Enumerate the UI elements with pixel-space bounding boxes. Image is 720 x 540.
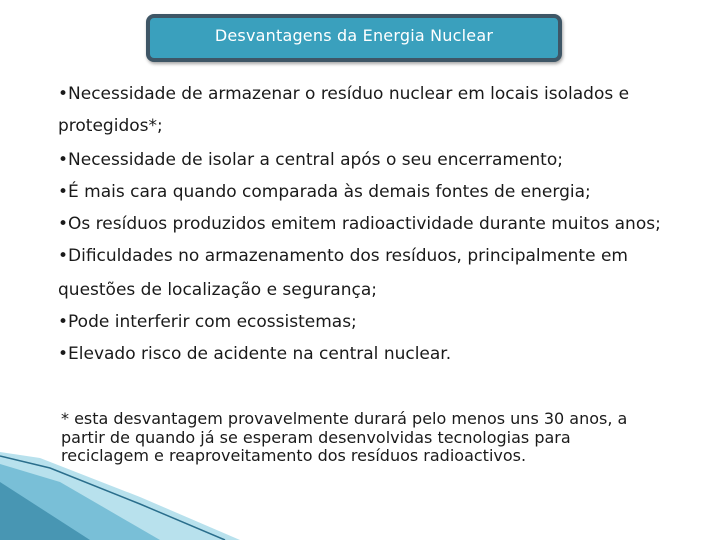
footnote-line: partir de quando já se esperam desenvolvidas tecnologias para bbox=[61, 427, 571, 447]
footnote-line: reciclagem e reaproveitamento dos resíduos radioactivos. bbox=[61, 446, 527, 465]
bullet-line: •Os resíduos produzidos emitem radioactividade durante muitos anos; bbox=[58, 214, 661, 234]
bullet-line: questões de localização e segurança; bbox=[58, 280, 377, 300]
corner-decoration bbox=[0, 452, 240, 540]
bullet-line: protegidos*; bbox=[58, 116, 163, 136]
bullet-line: •Necessidade de isolar a central após o seu encerramento; bbox=[58, 150, 563, 170]
bullet-line: •Elevado risco de acidente na central nuclear. bbox=[58, 344, 452, 364]
bullet-line: •Dificuldades no armazenamento dos resíduos, principalmente em bbox=[58, 246, 628, 266]
bullet-line: •Necessidade de armazenar o resíduo nuclear em locais isolados e bbox=[58, 84, 630, 104]
bullet-line: •É mais cara quando comparada às demais fontes de energia; bbox=[58, 182, 591, 202]
slide-title: Desvantagens da Energia Nuclear bbox=[214, 25, 494, 45]
title-box bbox=[146, 14, 562, 62]
footnote-line: * esta desvantagem provavelmente durará pelo menos uns 30 anos, a bbox=[61, 409, 628, 428]
bullet-line: •Pode interferir com ecossistemas; bbox=[58, 312, 357, 332]
